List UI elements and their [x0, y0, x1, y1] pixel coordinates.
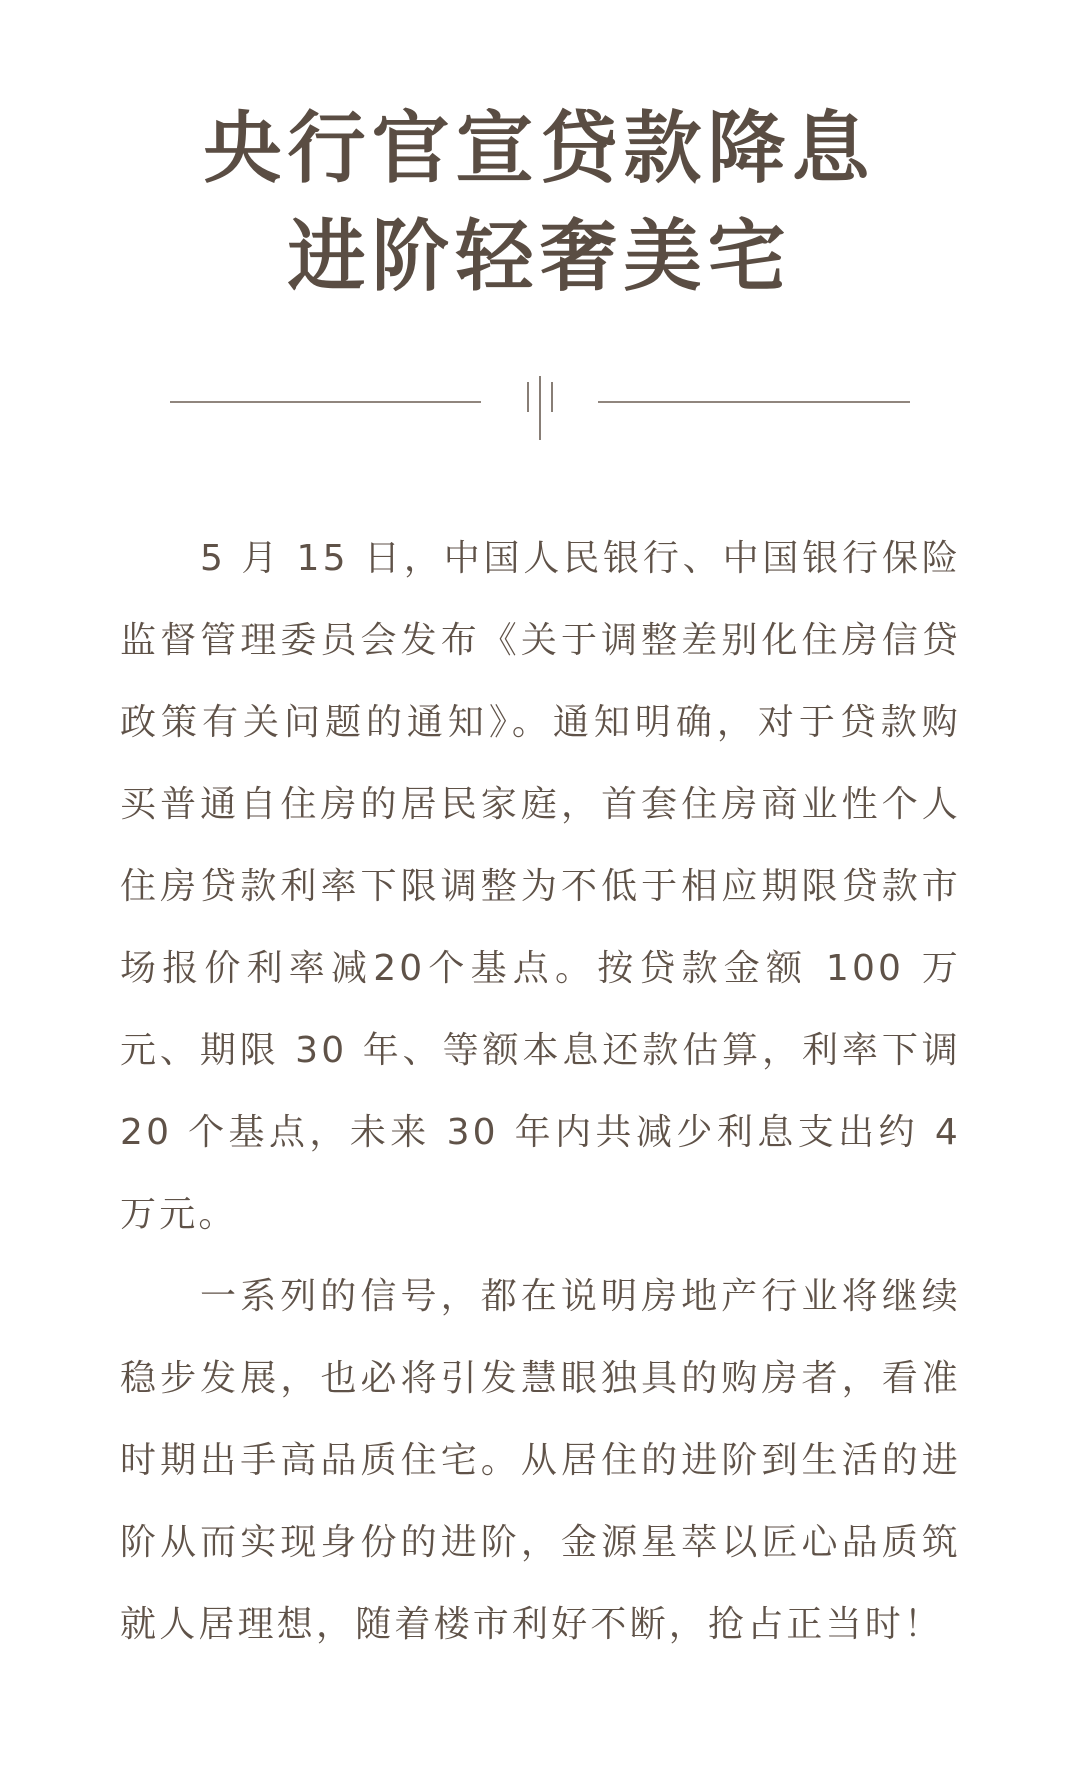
paragraph-promotion: 一系列的信号，都在说明房地产行业将继续稳步发展，也必将引发慧眼独具的购房者，看准时期出手高品质住宅。从居住的进阶到生活的进阶从而实现身份的进阶，金源星萃以匠心品质筑就人居理想，随着楼市利好不断，抢占正当时！ — [120, 1276, 961, 1645]
triple-vertical-line-ornament-icon — [528, 376, 552, 440]
article-body — [120, 518, 961, 1666]
title-line-2: 进阶轻奢美宅 — [287, 212, 792, 302]
title-line-1: 央行官宣贷款降息 — [203, 104, 876, 194]
page-title — [0, 95, 1079, 311]
paragraph-policy: 5 月 15 日，中国人民银行、中国银行保险监督管理委员会发布《关于调整差别化住房信贷政策有关问题的通知》。通知明确，对于贷款购买普通自住房的居民家庭，首套住房商业性个人住房贷款利率下限调整为不低于相应期限贷款市场报价利率减20个基点。按贷款金额 100 万元、期限 30 年、等额本息还款估算，利率下调 20 个基点，未来 30 年内共减少利息支出约 4 万元。 — [120, 538, 961, 1235]
decorative-divider — [0, 370, 1079, 440]
divider-svg — [0, 370, 1079, 440]
